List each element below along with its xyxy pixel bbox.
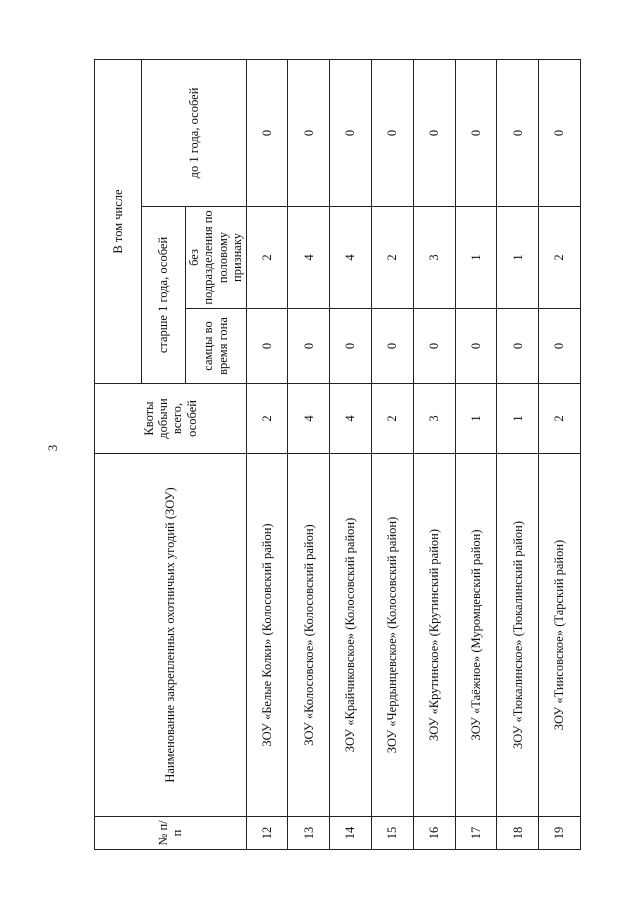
header-males: самцы во время гона — [186, 309, 247, 384]
row-total: 3 — [413, 384, 455, 454]
row-num: 19 — [539, 817, 581, 850]
header-young: до 1 года, особей — [142, 59, 247, 206]
header-older: старше 1 года, особей — [142, 207, 186, 384]
row-total: 2 — [246, 384, 288, 454]
table-row — [246, 59, 288, 849]
row-num: 15 — [371, 817, 413, 850]
row-num: 17 — [455, 817, 497, 850]
page-number: 3 — [45, 444, 60, 452]
table-row — [455, 59, 497, 849]
header-group: В том числе — [95, 59, 142, 383]
row-no-sex: 4 — [288, 207, 330, 309]
row-males: 0 — [288, 309, 330, 384]
row-num: 13 — [288, 817, 330, 850]
row-total: 1 — [497, 384, 539, 454]
row-young: 0 — [330, 59, 372, 206]
rotated-table-wrapper — [94, 60, 581, 850]
row-no-sex: 2 — [371, 207, 413, 309]
row-name: ЗОУ «Белые Колки» (Колосовский район) — [246, 454, 288, 817]
row-no-sex: 3 — [413, 207, 455, 309]
quota-table — [94, 59, 581, 850]
row-num: 14 — [330, 817, 372, 850]
row-males: 0 — [330, 309, 372, 384]
row-no-sex: 4 — [330, 207, 372, 309]
row-total: 4 — [330, 384, 372, 454]
row-males: 0 — [413, 309, 455, 384]
header-num: № п/п — [95, 817, 247, 850]
row-total: 2 — [539, 384, 581, 454]
row-no-sex: 1 — [497, 207, 539, 309]
row-young: 0 — [288, 59, 330, 206]
row-num: 18 — [497, 817, 539, 850]
row-name: ЗОУ «Крайчиковское» (Колосовский район) — [330, 454, 372, 817]
header-no-sex: без подразделения по половому признаку — [186, 207, 247, 309]
row-young: 0 — [371, 59, 413, 206]
row-no-sex: 2 — [539, 207, 581, 309]
row-young: 0 — [455, 59, 497, 206]
row-males: 0 — [246, 309, 288, 384]
header-total: Квоты добычи всего, особей — [95, 384, 247, 454]
row-name: ЗОУ «Тюкалинское» (Тюкалинский район) — [497, 454, 539, 817]
table-row — [330, 59, 372, 849]
row-num: 16 — [413, 817, 455, 850]
row-no-sex: 2 — [246, 207, 288, 309]
row-name: ЗОУ «Чердынцевское» (Колосовский район) — [371, 454, 413, 817]
header-name: Наименование закрепленных охотничьих угодий (ЗОУ) — [95, 454, 247, 817]
row-males: 0 — [497, 309, 539, 384]
row-name: ЗОУ «Колосовское» (Колосовский район) — [288, 454, 330, 817]
table-row — [539, 59, 581, 849]
table-row — [413, 59, 455, 849]
row-young: 0 — [246, 59, 288, 206]
row-total: 1 — [455, 384, 497, 454]
row-no-sex: 1 — [455, 207, 497, 309]
row-young: 0 — [413, 59, 455, 206]
row-total: 2 — [371, 384, 413, 454]
row-males: 0 — [455, 309, 497, 384]
row-num: 12 — [246, 817, 288, 850]
row-young: 0 — [539, 59, 581, 206]
row-young: 0 — [497, 59, 539, 206]
table-row — [288, 59, 330, 849]
row-males: 0 — [371, 309, 413, 384]
row-males: 0 — [539, 309, 581, 384]
row-name: ЗОУ «Таёжное» (Муромцевский район) — [455, 454, 497, 817]
row-name: ЗОУ «Тиисовское» (Тарский район) — [539, 454, 581, 817]
table-row — [497, 59, 539, 849]
row-name: ЗОУ «Крутинское» (Крутинский район) — [413, 454, 455, 817]
table-row — [371, 59, 413, 849]
row-total: 4 — [288, 384, 330, 454]
